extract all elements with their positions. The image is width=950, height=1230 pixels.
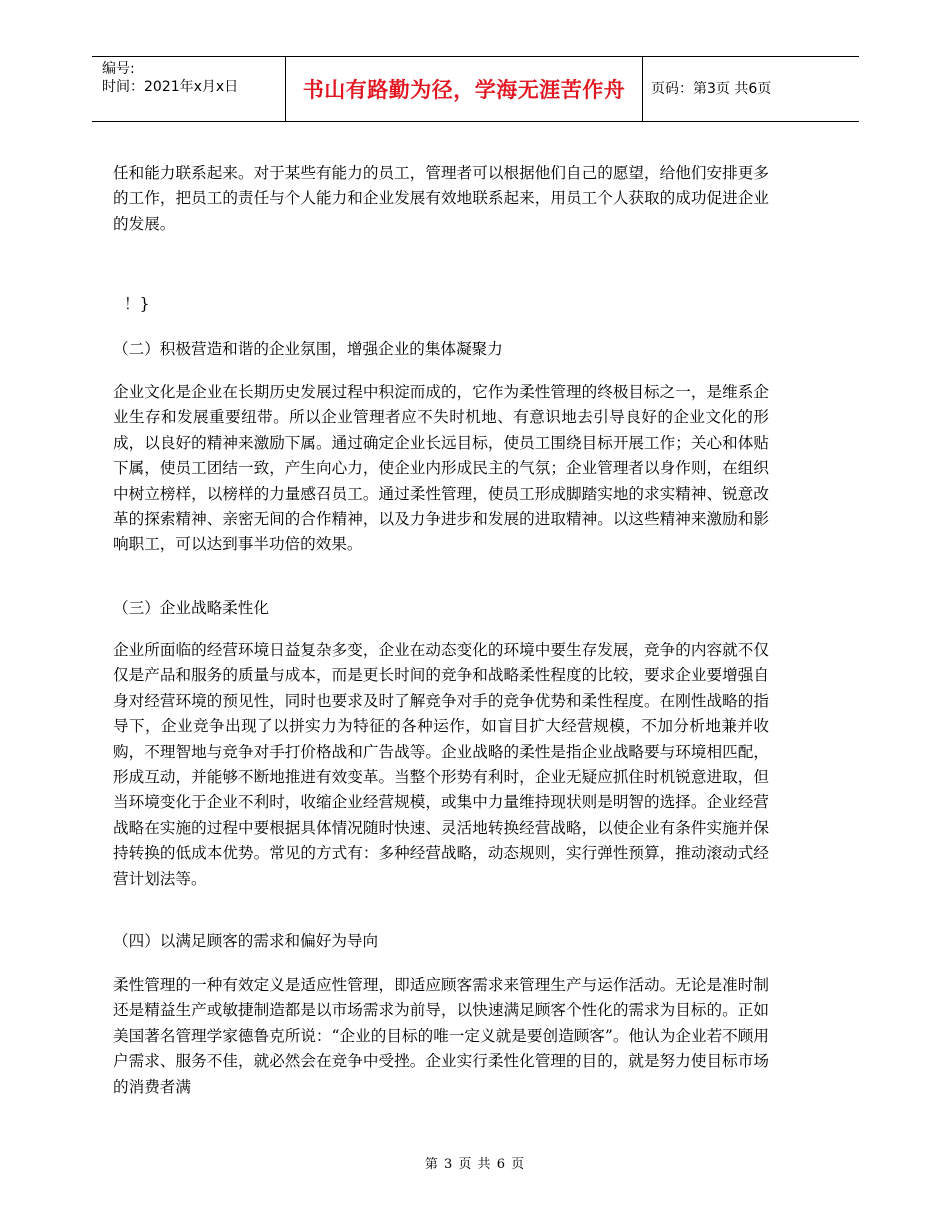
header-page-info: 页码：第3页 共6页 xyxy=(651,81,772,97)
section-heading-4: （四）以满足顾客的需求和偏好为导向 xyxy=(113,932,379,950)
text-fragment: ！} xyxy=(124,295,150,313)
header-page-cell xyxy=(643,57,859,121)
header-motto-cell xyxy=(286,57,643,121)
section-heading-3: （三）企业战略柔性化 xyxy=(113,599,269,617)
paragraph-3: 企业所面临的经营环境日益复杂多变，企业在动态变化的环境中要生存发展，竞争的内容就不仅仅是产品和服务的质量与成本，而是更长时间的竞争和战略柔性程度的比较，要求企业要增强自身对经营环境的预见性，同时也要求及时了解竞争对手的竞争优势和柔性程度。在刚性战略的指导下，企业竞争出现了以拼实力为特征的各种运作，如盲目扩大经营规模，不加分析地兼并收购，不理智地与竞争对手打价格战和广告战等。企业战略的柔性是指企业战略要与环境相匹配，形成互动，并能够不断地推进有效变革。当整个形势有利时，企业无疑应抓住时机锐意进取，但当环境变化于企业不利时，收缩企业经营规模，或集中力量维持现状则是明智的选择。企业经营战略在实施的过程中要根据具体情况随时快速、灵活地转换经营战略，以使企业有条件实施并保持转换的低成本优势。常见的方式有：多种经营战略，动态规则，实行弹性预算，推动滚动式经营计划法等。 xyxy=(113,641,769,888)
document-number-label: 编号: xyxy=(102,61,135,77)
header-motto: 书山有路勤为径，学海无涯苦作舟 xyxy=(302,78,626,102)
section-heading-2: （二）积极营造和谐的企业氛围，增强企业的集体凝聚力 xyxy=(113,340,503,358)
paragraph-1: 任和能力联系起来。对于某些有能力的员工，管理者可以根据他们自己的愿望，给他们安排更多的工作，把员工的责任与个人能力和企业发展有效地联系起来，用员工个人获取的成功促进企业的发展。 xyxy=(113,164,769,233)
page-footer: 第 3 页 共 6 页 xyxy=(424,1157,526,1172)
document-time-label: 时间：2021年x月x日 xyxy=(102,79,239,95)
paragraph-4: 柔性管理的一种有效定义是适应性管理，即适应顾客需求来管理生产与运作活动。无论是准时制还是精益生产或敏捷制造都是以市场需求为前导，以快速满足顾客个性化的需求为目标的。正如美国著名管理学家德鲁克所说：“企业的目标的唯一定义就是要创造顾客”。他认为企业若不顾用户需求、服务不佳，就必然会在竞争中受挫。企业实行柔性化管理的目的，就是努力使目标市场的消费者满 xyxy=(113,976,769,1096)
paragraph-2: 企业文化是企业在长期历史发展过程中积淀而成的，它作为柔性管理的终极目标之一，是维系企业生存和发展重要纽带。所以企业管理者应不失时机地、有意识地去引导良好的企业文化的形成，以良好的精神来激励下属。通过确定企业长远目标，使员工围绕目标开展工作；关心和体贴下属，使员工团结一致，产生向心力，使企业内形成民主的气氛；企业管理者以身作则，在组织中树立榜样，以榜样的力量感召员工。通过柔性管理，使员工形成脚踏实地的求实精神、锐意改革的探索精神、亲密无间的合作精神，以及力争进步和发展的进取精神。以这些精神来激励和影响职工，可以达到事半功倍的效果。 xyxy=(113,383,769,554)
page-header xyxy=(92,56,859,122)
header-meta-cell xyxy=(92,57,286,121)
